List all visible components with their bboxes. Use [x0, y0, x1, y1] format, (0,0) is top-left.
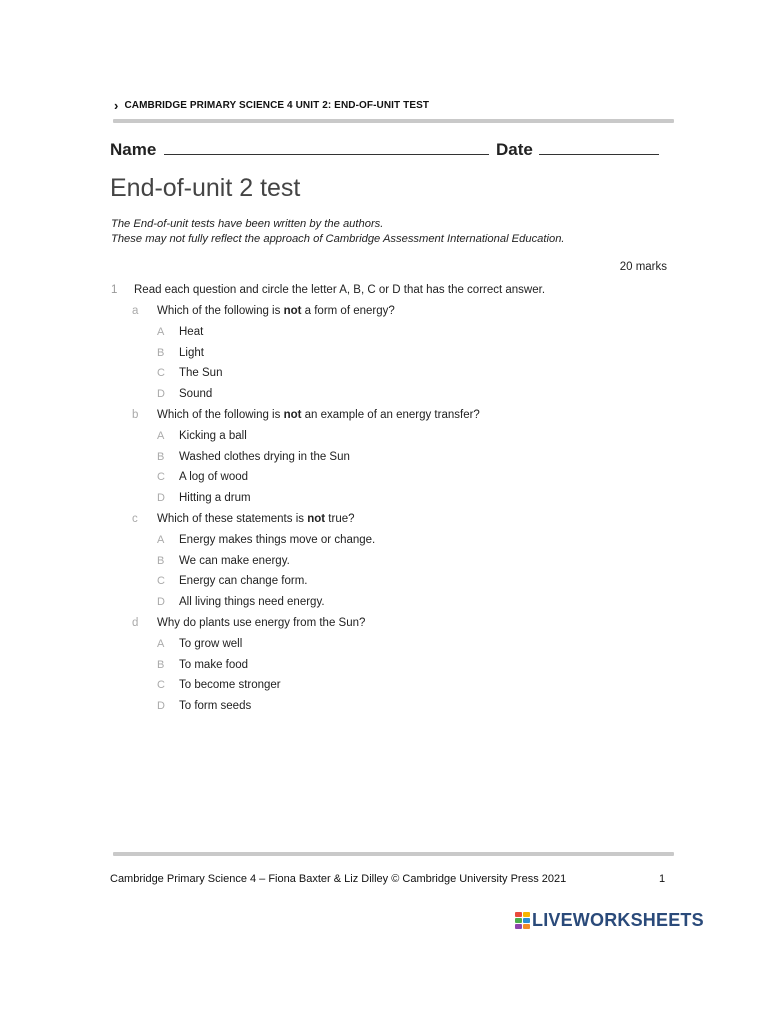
option-text: Sound — [179, 388, 213, 401]
part-question-text — [157, 305, 395, 317]
authors-note-line-1: The End-of-unit tests have been written by the authors. — [111, 218, 384, 230]
option-text: To form seeds — [179, 700, 252, 713]
option-text: We can make energy. — [179, 554, 290, 567]
option-letter[interactable]: A — [157, 325, 165, 338]
option-text: Energy can change form. — [179, 575, 308, 588]
part-question-text — [157, 409, 480, 421]
name-label: Name — [110, 140, 157, 159]
part-text-emphasis: not — [283, 409, 302, 421]
breadcrumb-text: CAMBRIDGE PRIMARY SCIENCE 4 UNIT 2: END-OF-UNIT TEST — [124, 100, 430, 111]
authors-note-line-2: These may not fully reflect the approach of Cambridge Assessment International Education. — [111, 233, 565, 245]
option-text: The Sun — [179, 367, 223, 380]
date-label: Date — [496, 140, 533, 159]
option-text: To grow well — [179, 637, 243, 650]
option-text: A log of wood — [179, 471, 249, 484]
logo-square — [523, 912, 530, 917]
option-text: Hitting a drum — [179, 492, 251, 505]
part-letter: c — [132, 513, 138, 525]
breadcrumb — [114, 98, 429, 113]
part-text-post: an example of an energy transfer? — [301, 409, 480, 421]
logo-square — [515, 918, 522, 923]
option-letter[interactable]: D — [157, 596, 165, 609]
option-text: Kicking a ball — [179, 429, 247, 442]
option-letter[interactable]: C — [157, 367, 165, 380]
option-text: To make food — [179, 658, 249, 671]
option-letter[interactable]: B — [157, 658, 165, 671]
option-letter[interactable]: B — [157, 346, 165, 359]
part-text-post: true? — [325, 513, 355, 525]
option-text: Washed clothes drying in the Sun — [179, 450, 350, 463]
option-letter[interactable]: B — [157, 554, 165, 567]
page-title: End-of-unit 2 test — [110, 174, 301, 202]
chevron-right-icon: › — [114, 98, 119, 113]
page-number: 1 — [659, 873, 666, 885]
option-text: To become stronger — [179, 679, 281, 692]
part-question-text — [157, 513, 355, 525]
date-blank-line[interactable] — [539, 140, 659, 155]
option-letter[interactable]: C — [157, 679, 165, 692]
option-text: Energy makes things move or change. — [179, 533, 376, 546]
question-instruction: Read each question and circle the letter A, B, C or D that has the correct answer. — [134, 284, 546, 296]
option-letter[interactable]: A — [157, 533, 165, 546]
option-letter[interactable]: B — [157, 450, 165, 463]
part-text-pre: Why do plants use energy from the Sun? — [157, 617, 366, 629]
logo-square — [523, 924, 530, 929]
date-field[interactable] — [496, 140, 659, 160]
name-blank-line[interactable] — [164, 140, 489, 155]
option-letter[interactable]: C — [157, 575, 165, 588]
part-text-pre: Which of the following is — [157, 409, 284, 421]
logo-square — [515, 924, 522, 929]
part-letter: b — [132, 409, 139, 421]
name-field[interactable] — [110, 140, 489, 160]
option-letter[interactable]: C — [157, 471, 165, 484]
total-marks: 20 marks — [619, 261, 667, 273]
question-number: 1 — [111, 284, 118, 296]
option-text: All living things need energy. — [179, 596, 325, 609]
option-letter[interactable]: A — [157, 637, 165, 650]
option-text: Light — [179, 346, 204, 359]
logo-square — [515, 912, 522, 917]
liveworksheets-logo-icon — [515, 912, 530, 929]
part-text-post: a form of energy? — [301, 305, 395, 317]
part-letter: a — [132, 305, 139, 317]
header-divider — [113, 119, 674, 123]
part-text-emphasis: not — [307, 513, 326, 525]
brand-name: LIVEWORKSHEETS — [532, 910, 704, 930]
footer-credit: Cambridge Primary Science 4 – Fiona Baxter & Liz Dilley © Cambridge University Press 2021 — [110, 873, 567, 885]
part-text-pre: Which of the following is — [157, 305, 284, 317]
option-letter[interactable]: A — [157, 429, 165, 442]
option-letter[interactable]: D — [157, 700, 165, 713]
option-letter[interactable]: D — [157, 388, 165, 401]
option-letter[interactable]: D — [157, 492, 165, 505]
option-text: Heat — [179, 325, 204, 338]
footer-divider — [113, 852, 674, 856]
part-text-emphasis: not — [283, 305, 302, 317]
part-question-text — [157, 617, 365, 629]
liveworksheets-brand[interactable] — [515, 910, 704, 931]
part-letter: d — [132, 617, 139, 629]
part-text-pre: Which of these statements is — [157, 513, 308, 525]
logo-square — [523, 918, 530, 923]
